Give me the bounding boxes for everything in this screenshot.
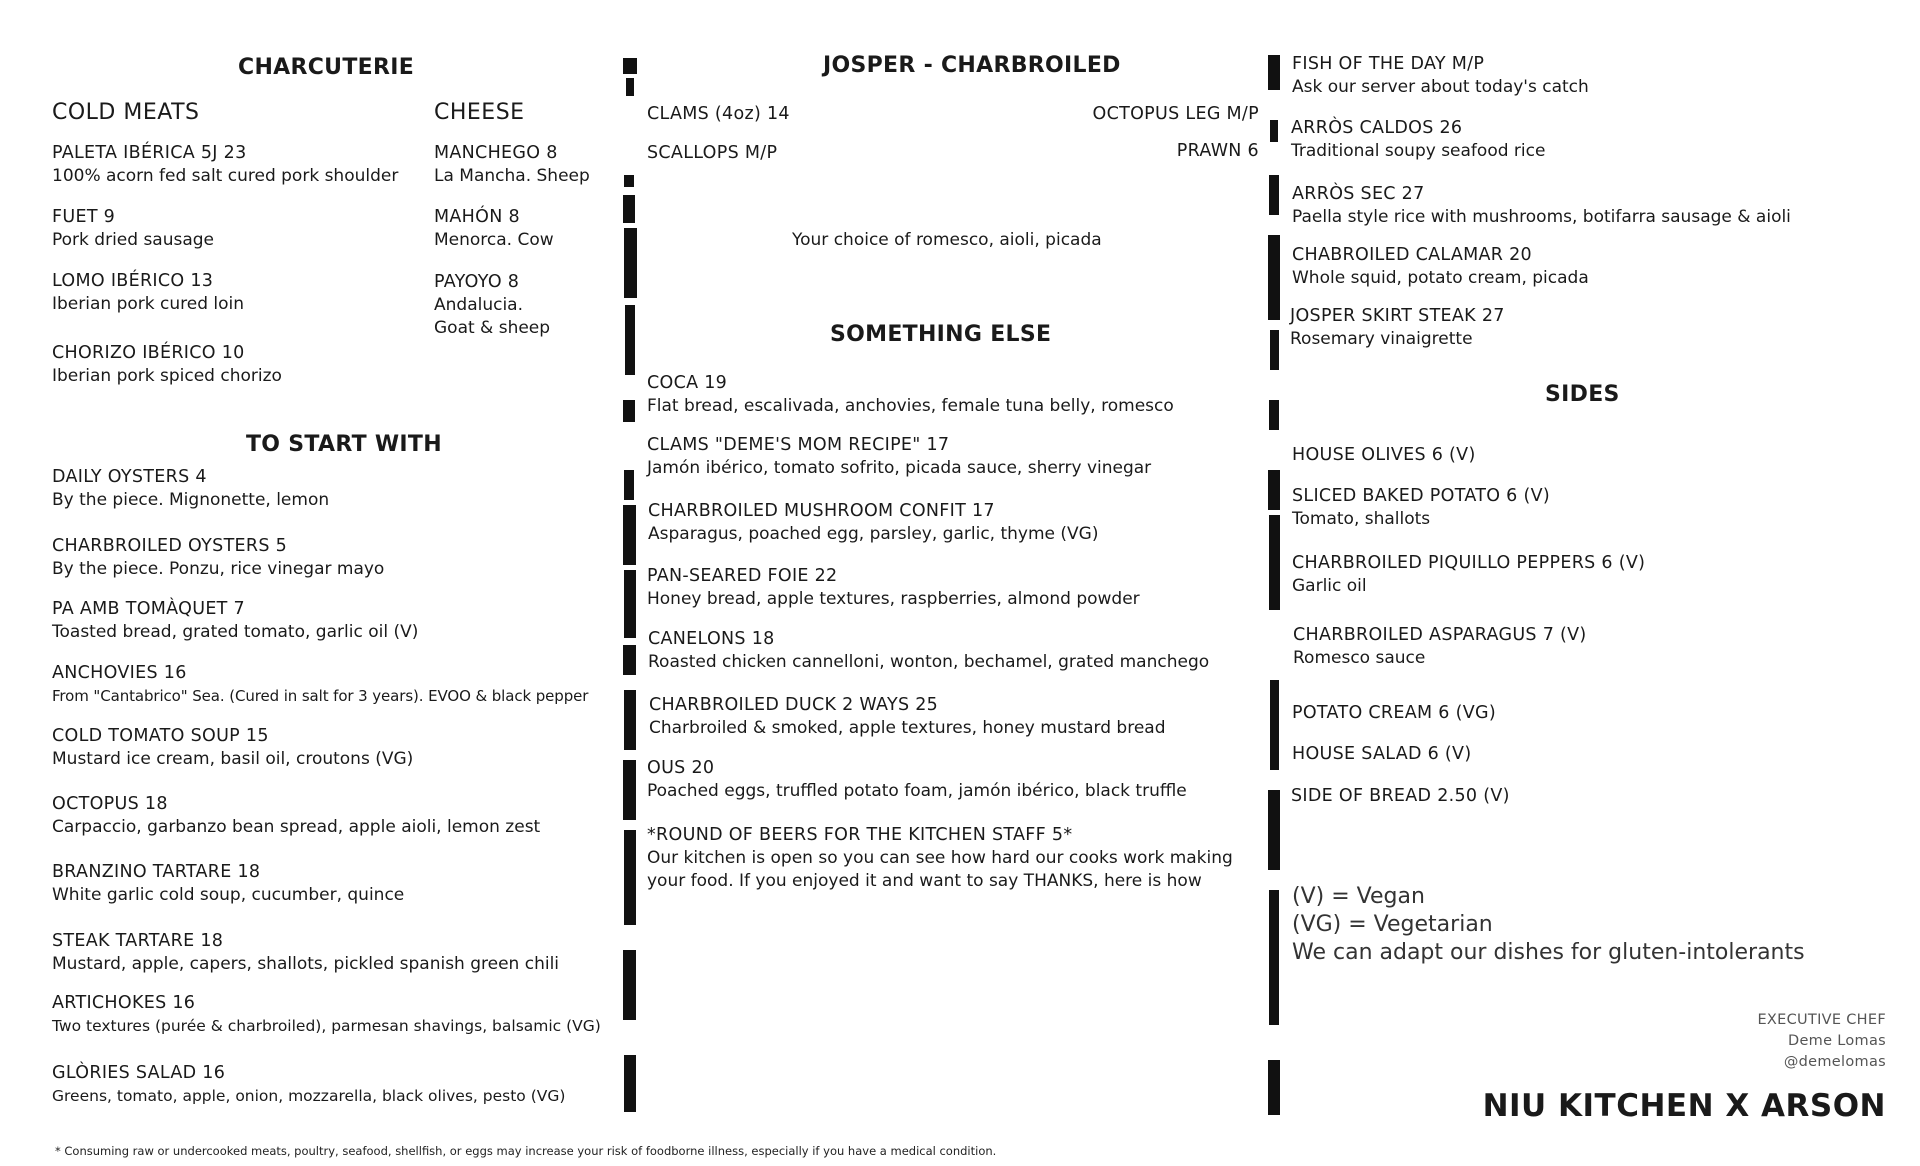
item-name: GLÒRIES SALAD 16 <box>52 1063 226 1083</box>
divider-mark <box>624 470 634 500</box>
menu-item <box>648 628 1209 674</box>
item-name: HOUSE SALAD 6 (V) <box>1292 744 1472 764</box>
item-desc: Paella style rice with mushrooms, botifarra sausage & aioli <box>1292 207 1791 227</box>
item-name: PA AMB TOMÀQUET 7 <box>52 599 245 619</box>
side-item <box>1292 552 1645 598</box>
menu-item <box>52 535 384 581</box>
item-desc: Carpaccio, garbanzo bean spread, apple aioli, lemon zest <box>52 817 541 837</box>
divider-mark <box>623 645 636 675</box>
menu-item <box>1292 53 1589 99</box>
item-name: DAILY OYSTERS 4 <box>52 467 207 487</box>
side-item <box>1292 444 1476 467</box>
menu-item <box>1292 244 1589 290</box>
health-footnote: * Consuming raw or undercooked meats, poultry, seafood, shellfish, or eggs may increase your risk of foodborne illness, especially if you have a medical condition. <box>55 1144 997 1158</box>
item-name: CHARBROILED OYSTERS 5 <box>52 536 288 556</box>
item-name: FISH OF THE DAY M/P <box>1292 54 1485 74</box>
chef-title: EXECUTIVE CHEF <box>1757 1012 1886 1028</box>
item-desc: Whole squid, potato cream, picada <box>1292 268 1589 288</box>
menu-item <box>52 725 413 771</box>
legend <box>1292 883 1805 967</box>
item-desc: La Mancha. Sheep <box>434 166 590 186</box>
item-desc: Flat bread, escalivada, anchovies, female tuna belly, romesco <box>647 396 1174 416</box>
item-name: JOSPER SKIRT STEAK 27 <box>1290 306 1505 326</box>
menu-item <box>649 694 1166 740</box>
item-name: ANCHOVIES 16 <box>52 663 187 683</box>
item-name: BRANZINO TARTARE 18 <box>52 862 261 882</box>
item-desc: White garlic cold soup, cucumber, quince <box>52 885 405 905</box>
divider-mark <box>623 195 635 223</box>
menu-item <box>52 861 404 907</box>
item-name: PRAWN 6 <box>1176 141 1259 161</box>
menu-item <box>52 466 329 512</box>
divider-mark <box>1270 330 1279 370</box>
item-desc: Two textures (purée & charbroiled), parmesan shavings, balsamic (VG) <box>52 1017 601 1035</box>
item-desc: Iberian pork spiced chorizo <box>52 366 282 386</box>
item-name: CHARBROILED ASPARAGUS 7 (V) <box>1293 625 1587 645</box>
item-desc: Charbroiled & smoked, apple textures, honey mustard bread <box>649 718 1166 738</box>
menu-item <box>52 142 398 188</box>
item-desc: Pork dried sausage <box>52 230 215 250</box>
menu-item <box>52 270 244 316</box>
divider-mark <box>623 505 636 565</box>
menu-item <box>52 206 214 252</box>
menu-item <box>52 342 282 388</box>
item-name: MAHÓN 8 <box>434 207 520 227</box>
menu-item <box>434 206 554 252</box>
divider-mark <box>625 305 635 375</box>
divider-mark <box>624 1055 636 1112</box>
menu-item <box>434 271 550 340</box>
menu-item <box>1292 183 1791 229</box>
divider-mark <box>1270 680 1279 770</box>
item-name: OCTOPUS LEG M/P <box>1092 104 1259 124</box>
cold-meats-heading: COLD MEATS <box>52 100 200 125</box>
menu-item <box>52 662 588 708</box>
divider-mark <box>624 830 636 925</box>
item-name: HOUSE OLIVES 6 (V) <box>1292 445 1476 465</box>
item-desc: Greens, tomato, apple, onion, mozzarella, black olives, pesto (VG) <box>52 1087 566 1105</box>
divider-mark <box>1268 235 1280 320</box>
item-name: POTATO CREAM 6 (VG) <box>1292 703 1496 723</box>
divider-mark <box>1268 55 1280 90</box>
side-item <box>1291 785 1510 808</box>
josper-item <box>1093 103 1259 126</box>
item-name: OUS 20 <box>647 758 715 778</box>
item-desc: Ask our server about today's catch <box>1292 77 1589 97</box>
item-desc: Mustard, apple, capers, shallots, pickled spanish green chili <box>52 954 560 974</box>
item-desc: By the piece. Ponzu, rice vinegar mayo <box>52 559 385 579</box>
item-desc: By the piece. Mignonette, lemon <box>52 490 330 510</box>
chef-handle: @demelomas <box>1783 1054 1886 1070</box>
menu-item <box>647 757 1187 803</box>
menu-item <box>52 930 559 976</box>
item-name: CANELONS 18 <box>648 629 775 649</box>
item-desc: Andalucia. <box>434 295 524 315</box>
item-desc: Asparagus, poached egg, parsley, garlic, thyme (VG) <box>648 524 1099 544</box>
item-name: FUET 9 <box>52 207 116 227</box>
menu-item <box>52 1062 565 1108</box>
josper-item <box>647 142 777 165</box>
side-item <box>1292 702 1496 725</box>
item-desc: 100% acorn fed salt cured pork shoulder <box>52 166 399 186</box>
divider-mark <box>1269 890 1279 1025</box>
item-desc: Jamón ibérico, tomato sofrito, picada sauce, sherry vinegar <box>647 458 1152 478</box>
item-name: LOMO IBÉRICO 13 <box>52 271 214 291</box>
restaurant-brand: NIU KITCHEN X ARSON <box>1482 1088 1886 1124</box>
item-name: CHARBROILED PIQUILLO PEPPERS 6 (V) <box>1292 553 1646 573</box>
menu-item <box>52 598 418 644</box>
item-name: *ROUND OF BEERS FOR THE KITCHEN STAFF 5* <box>647 825 1073 845</box>
divider-mark <box>623 58 637 74</box>
chef-credit <box>1757 1010 1886 1073</box>
item-name: PAYOYO 8 <box>434 272 520 292</box>
to-start-with-title: TO START WITH <box>246 432 442 457</box>
item-desc: From "Cantabrico" Sea. (Cured in salt for 3 years). EVOO & black pepper <box>52 687 589 705</box>
item-name: CHORIZO IBÉRICO 10 <box>52 343 245 363</box>
item-name: CLAMS (4oz) 14 <box>647 104 790 124</box>
menu-item <box>434 142 590 188</box>
item-name: STEAK TARTARE 18 <box>52 931 224 951</box>
item-name: COCA 19 <box>647 373 728 393</box>
item-name: ARRÒS SEC 27 <box>1292 184 1425 204</box>
item-name: OCTOPUS 18 <box>52 794 168 814</box>
item-name: CLAMS "DEME'S MOM RECIPE" 17 <box>647 435 950 455</box>
sauce-note: Your choice of romesco, aioli, picada <box>792 230 1102 250</box>
item-name: SIDE OF BREAD 2.50 (V) <box>1291 786 1510 806</box>
menu-item <box>648 500 1098 546</box>
item-name: SCALLOPS M/P <box>647 143 778 163</box>
divider-mark <box>1270 120 1278 142</box>
chef-name: Deme Lomas <box>1787 1033 1886 1049</box>
divider-mark <box>626 78 634 96</box>
legend-vegan: (V) = Vegan <box>1292 884 1425 909</box>
side-item <box>1292 485 1550 531</box>
side-item <box>1292 743 1471 766</box>
cheese-heading: CHEESE <box>434 100 525 125</box>
item-desc: Tomato, shallots <box>1292 509 1431 529</box>
divider-mark <box>1269 515 1280 610</box>
side-item <box>1293 624 1587 670</box>
josper-item <box>1177 140 1259 163</box>
item-desc: Poached eggs, truffled potato foam, jamón ibérico, black truffle <box>647 781 1187 801</box>
divider-mark <box>1269 400 1279 430</box>
sides-title: SIDES <box>1545 382 1620 407</box>
divider-mark <box>624 570 636 638</box>
divider-mark <box>624 228 637 298</box>
item-desc: Our kitchen is open so you can see how hard our cooks work making <box>647 848 1233 868</box>
charcuterie-title: CHARCUTERIE <box>238 55 415 80</box>
item-name: SLICED BAKED POTATO 6 (V) <box>1292 486 1551 506</box>
menu-item <box>647 372 1174 418</box>
item-desc: Garlic oil <box>1292 576 1367 596</box>
item-name: CHABROILED CALAMAR 20 <box>1292 245 1532 265</box>
divider-mark <box>623 950 636 1020</box>
josper-item <box>647 103 790 126</box>
item-desc: Roasted chicken cannelloni, wonton, bechamel, grated manchego <box>648 652 1210 672</box>
menu-item <box>647 434 1151 480</box>
menu-item <box>52 793 540 839</box>
menu-item <box>647 824 1233 893</box>
item-desc: Iberian pork cured loin <box>52 294 245 314</box>
item-desc-2: Goat & sheep <box>434 318 551 338</box>
menu-item <box>52 992 601 1038</box>
divider-mark <box>1268 470 1280 510</box>
item-desc: Toasted bread, grated tomato, garlic oil (V) <box>52 622 419 642</box>
menu-item <box>1290 305 1505 351</box>
menu-item <box>1291 117 1545 163</box>
item-name: ARTICHOKES 16 <box>52 993 196 1013</box>
item-name: ARRÒS CALDOS 26 <box>1291 118 1463 138</box>
divider-mark <box>623 760 636 820</box>
menu-item <box>647 565 1140 611</box>
item-desc: Menorca. Cow <box>434 230 554 250</box>
item-desc: Honey bread, apple textures, raspberries, almond powder <box>647 589 1140 609</box>
item-name: COLD TOMATO SOUP 15 <box>52 726 269 746</box>
item-name: PAN-SEARED FOIE 22 <box>647 566 838 586</box>
legend-gluten: We can adapt our dishes for gluten-intolerants <box>1292 940 1805 965</box>
divider-mark <box>1268 790 1280 870</box>
legend-vegetarian: (VG) = Vegetarian <box>1292 912 1493 937</box>
divider-mark <box>624 690 636 750</box>
item-desc: Romesco sauce <box>1293 648 1426 668</box>
item-name: CHARBROILED MUSHROOM CONFIT 17 <box>648 501 995 521</box>
item-desc: Mustard ice cream, basil oil, croutons (VG) <box>52 749 414 769</box>
divider-mark <box>1269 175 1279 215</box>
item-name: CHARBROILED DUCK 2 WAYS 25 <box>649 695 939 715</box>
divider-mark <box>1268 1060 1280 1115</box>
item-name: PALETA IBÉRICA 5J 23 <box>52 143 247 163</box>
item-desc: Rosemary vinaigrette <box>1290 329 1473 349</box>
something-else-title: SOMETHING ELSE <box>830 322 1052 347</box>
item-desc: Traditional soupy seafood rice <box>1291 141 1546 161</box>
divider-mark <box>623 400 635 422</box>
item-desc-2: your food. If you enjoyed it and want to say THANKS, here is how <box>647 871 1202 891</box>
item-name: MANCHEGO 8 <box>434 143 558 163</box>
divider-mark <box>624 175 634 187</box>
josper-title: JOSPER - CHARBROILED <box>823 53 1121 78</box>
